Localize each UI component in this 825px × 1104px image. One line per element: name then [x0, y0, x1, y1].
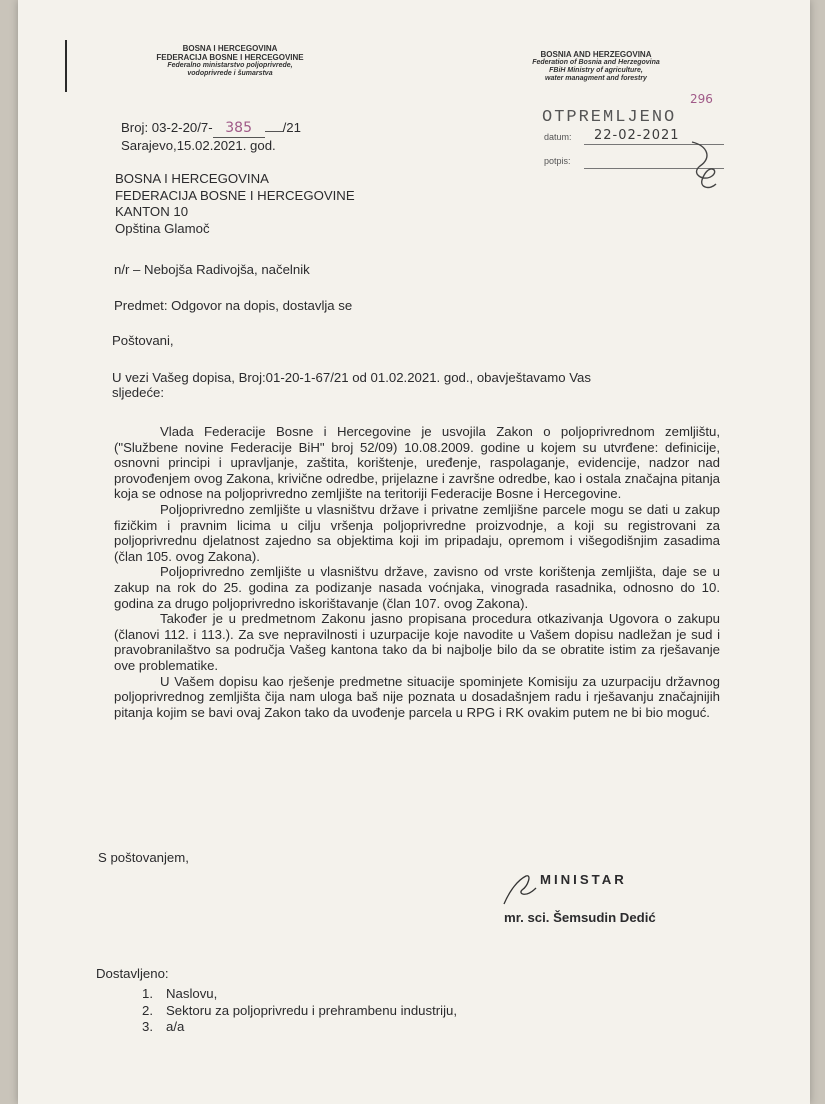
distribution-item-text: a/a	[166, 1019, 185, 1034]
body-text	[114, 424, 720, 720]
distribution-item-text: Naslovu,	[166, 986, 218, 1001]
header-right-ministry: FBiH Ministry of agriculture,	[549, 67, 643, 74]
stamp-date-value: 22-02-2021	[594, 128, 680, 143]
paragraph-1: Vlada Federacije Bosne i Hercegovine je usvojila Zakon o poljoprivrednom zemljištu, ("Službene novine Federacije BiH" broj 52/09) 10.08.2009. godine u kojem su utvrđene: definicije, osnovni principi i upravljanje, zaštita, korištenje, uređenje, raspolaganje, evidencije, nadzor nad provođenjem ovog Zakona, krivične odredbe, prijelazne i završne odredbe, kao i ostala značajna pitanja koja se odnose na poljoprivredno zemljište na teritoriji Federacije Bosne i Hercegovine.	[114, 424, 720, 502]
paragraph-2: Poljoprivredno zemljište u vlasništvu države i privatne zemljišne parcele mogu se dati u zakup fizičkim i pravnim licima u cilju vršenja poljoprivredne proizvodnje, a koji su registrovani za poljoprivrednu djelatnost zajedno sa objektima koji im pripadaju, opremom i višegodišnjim zasadima (član 105. ovog Zakona).	[114, 501, 720, 564]
header-left-federation: FEDERACIJA BOSNE I HERCEGOVINE	[156, 53, 304, 62]
intro-line-1: U vezi Vašeg dopisa, Broj:01-20-1-67/21 od 01.02.2021. god., obavještavamo Vas	[112, 370, 591, 385]
salutation: Poštovani,	[112, 333, 174, 348]
distribution-label: Dostavljeno:	[96, 966, 169, 981]
subject-line: Predmet: Odgovor na dopis, dostavlja se	[114, 298, 353, 313]
distribution-list	[142, 986, 457, 1036]
dispatch-stamp	[524, 92, 734, 190]
recipient-municipality: Opština Glamoč	[115, 220, 210, 236]
reference-handwritten-number: 385	[213, 120, 265, 138]
header-right-ministry-2: water managment and forestry	[545, 75, 647, 82]
margin-pen-mark	[62, 38, 70, 94]
distribution-item: 1. Naslovu,	[142, 986, 218, 1001]
header-left-ministry-2: vodoprivrede i šumarstva	[187, 70, 273, 77]
recipient-country: BOSNA I HERCEGOVINA	[115, 171, 269, 186]
reference-number	[121, 120, 301, 138]
place-date: Sarajevo,15.02.2021. god.	[121, 138, 276, 153]
header-right-federation: Federation of Bosnia and Herzegovina	[532, 59, 660, 66]
signature-name: mr. sci. Šemsudin Dedić	[504, 910, 656, 925]
recipient-federation: FEDERACIJA BOSNE I HERCEGOVINE	[115, 187, 355, 203]
stamp-handwritten-number: 296	[690, 92, 713, 106]
recipient-block	[115, 171, 355, 237]
document-page	[18, 0, 810, 1104]
paragraph-5: U Vašem dopisu kao rješenje predmetne situacije spominjete Komisiju za uzurpaciju državnog poljoprivrednog zemljišta čija nam uloga baš nije poznata u dosadašnjem radu i rješavanju značajnijih pitanja kojim se bavi ovaj Zakon tako da uvođenje parcela u RPG i RK ovakim putem ne bi bio moguć.	[114, 673, 720, 720]
header-right-country: BOSNIA AND HERZEGOVINA	[540, 50, 652, 59]
paragraph-4: Također je u predmetnom Zakonu jasno propisana procedura otkazivanja Ugovora o zakupu (članovi 112. i 113.). Za sve nepravilnosti i uzurpacije koje navodite u Vašem dopisu nadležan je sud i pravobranilaštvo sa područja Vašeg kantona tako da bi najbolje bilo da se obratite istim za rješavanje ove problematike.	[114, 611, 720, 673]
header-left-country: BOSNA I HERCEGOVINA	[182, 44, 278, 53]
reference-suffix: /21	[282, 120, 301, 135]
header-left-ministry: Federalno ministarstvo poljoprivrede,	[167, 62, 293, 69]
stamp-signature-scribble	[682, 136, 726, 194]
distribution-item: 3. a/a	[142, 1019, 185, 1034]
header-left	[130, 44, 330, 78]
stamp-signature-label: potpis:	[544, 156, 571, 166]
attention-line: n/r – Nebojša Radivojša, načelnik	[114, 262, 310, 277]
signature-title: MINISTAR	[540, 872, 627, 887]
reference-blank-line	[265, 131, 283, 132]
stamp-date-label: datum:	[544, 132, 572, 142]
distribution-item-text: Sektoru za poljoprivredu i prehrambenu industriju,	[166, 1002, 458, 1018]
paragraph-3: Poljoprivredno zemljište u vlasništvu države, zavisno od vrste korištenja zemljišta, daje se u zakup na rok do 25. godina za podizanje nasada voćnjaka, vinograda rasadnika, odnosno do 10. godina za drugo poljoprivredno iskorištavanje (član 107. ovog Zakona).	[114, 564, 720, 611]
distribution-item: 2. Sektoru za poljoprivredu i prehrambenu industriju,	[142, 1002, 458, 1018]
header-right	[496, 50, 696, 83]
closing: S poštovanjem,	[98, 850, 189, 865]
stamp-title: OTPREMLJENO	[542, 108, 677, 127]
intro-line-2: sljedeće:	[112, 385, 165, 400]
reference-prefix: Broj: 03-2-20/7-	[121, 120, 213, 135]
recipient-canton: KANTON 10	[115, 204, 189, 219]
